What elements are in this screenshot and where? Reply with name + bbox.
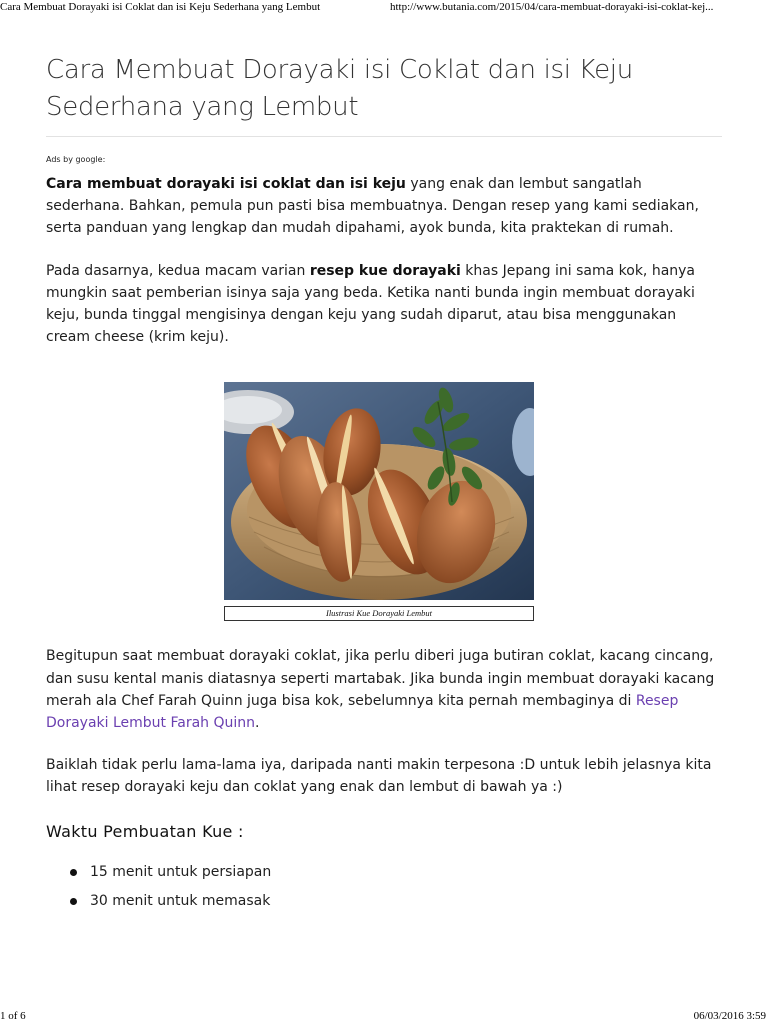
- print-header-url: http://www.butania.com/2015/04/cara-membuat-dorayaki-isi-coklat-kej...: [390, 1, 714, 13]
- bullet-dot-icon: [70, 898, 77, 905]
- page-number: 1 of 6: [0, 1010, 26, 1022]
- closing-paragraph: Baiklah tidak perlu lama-lama iya, daripada nanti makin terpesona :D untuk lebih jelasnya kita lihat resep dorayaki keju dan coklat yang enak dan lembut di bawah ya :): [46, 757, 712, 796]
- print-datetime: 06/03/2016 3:59: [693, 1010, 766, 1022]
- chocolate-paragraph: [46, 645, 722, 734]
- baking-time-heading: Waktu Pembuatan Kue :: [46, 821, 244, 841]
- variant-paragraph: [46, 260, 722, 349]
- ads-label: Ads by google:: [46, 155, 106, 164]
- print-header-title: Cara Membuat Dorayaki isi Coklat dan isi Keju Sederhana yang Lembut: [0, 1, 321, 13]
- article-figure: [224, 382, 534, 621]
- farah-quinn-recipe-link[interactable]: Resep Dorayaki Lembut Farah Quinn: [46, 692, 679, 732]
- chocolate-text: Begitupun saat membuat dorayaki coklat, jika perlu diberi juga butiran coklat, kacang cincang, dan susu kental manis diatasnya seperti martabak. Jika bunda ingin membuat dorayaki kacang merah ala Chef Farah Quinn juga bisa kok, sebelumnya kita pernah membaginya di: [46, 648, 715, 709]
- variant-text-after: khas Jepang ini sama kok, hanya mungkin saat pemberian isinya saja yang beda. Ketika nanti bunda ingin membuat dorayaki keju, bunda tinggal mengisinya dengan keju yang sudah diparut, atau bisa menggunakan cream cheese (krim keju).: [46, 262, 696, 346]
- intro-paragraph: [46, 173, 722, 240]
- bullet-dot-icon: [70, 869, 77, 876]
- print-footer: [0, 1008, 768, 1024]
- list-item: [46, 858, 722, 887]
- list-item-text: 30 menit untuk memasak: [90, 892, 271, 909]
- article-title: Cara Membuat Dorayaki isi Coklat dan isi Keju Sederhana yang Lembut: [46, 52, 722, 137]
- variant-bold-text: resep kue dorayaki: [309, 262, 461, 279]
- list-item: [46, 887, 722, 916]
- article: [46, 52, 722, 916]
- intro-bold-text: Cara membuat dorayaki isi coklat dan isi keju: [46, 176, 406, 192]
- list-item-text: 15 menit untuk persiapan: [90, 863, 272, 880]
- print-header: [0, 0, 768, 16]
- baking-time-list: [46, 858, 722, 916]
- variant-text-before: Pada dasarnya, kedua macam varian: [46, 262, 310, 279]
- chocolate-text-end: .: [255, 715, 260, 732]
- intro-text: yang enak dan lembut sangatlah sederhana. Bahkan, pemula pun pasti bisa membuatnya. Dengan resep yang kami sediakan, serta panduan yang lengkap dan mudah dipahami, ayok bunda, kita praktekan di rumah.: [46, 176, 699, 237]
- figure-caption: Ilustrasi Kue Dorayaki Lembut: [224, 606, 534, 621]
- dorayaki-photo: [224, 382, 534, 600]
